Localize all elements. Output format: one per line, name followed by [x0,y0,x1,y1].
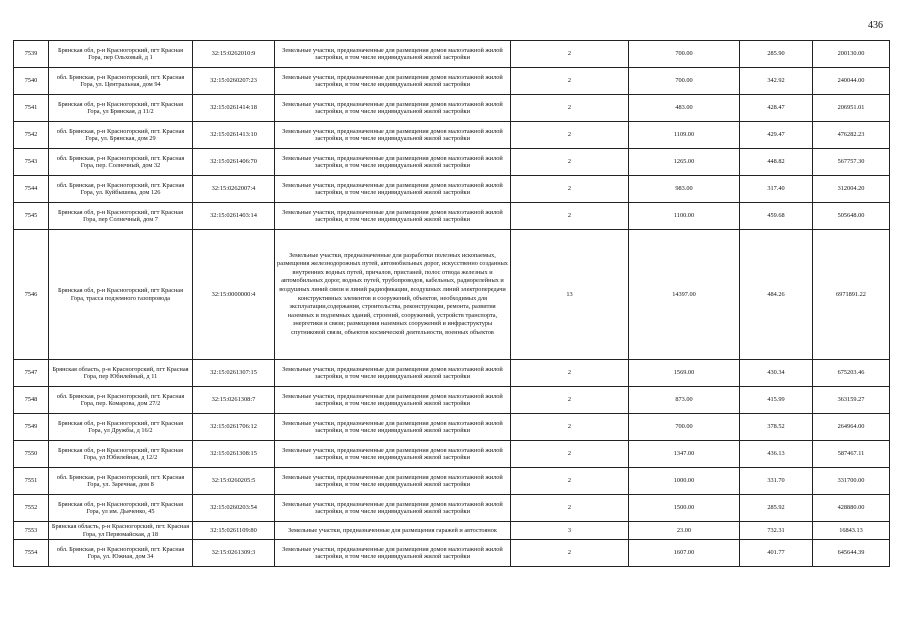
table-row [14,122,890,149]
cadastral-number: 32:15:0261308:7 [193,387,275,414]
area-cell: 1109.00 [629,122,740,149]
record-number: 7541 [14,95,49,122]
land-use-cell: Земельные участки, предназначенные для размещения домов малоэтажной жилой застройки, в том числе индивидуальной жилой застройки [275,495,511,522]
area-cell: 1569.00 [629,360,740,387]
address-cell: Брянская обл, р-н Красногорский, пгт Красная Гора, ул Дружбы, д 16/2 [49,414,193,441]
record-number: 7543 [14,149,49,176]
address-cell: Брянская обл, р-н Красногорский, пгт Красная Гора, пер Ольховый, д 1 [49,41,193,68]
record-number: 7553 [14,522,49,540]
area-cell: 700.00 [629,68,740,95]
rate-cell: 378.52 [740,414,813,441]
address-cell: Брянская обл, р-н Красногорский, пгт Красная Гора, ул Брянская, д 11/2 [49,95,193,122]
rate-cell: 436.13 [740,441,813,468]
rate-cell: 448.82 [740,149,813,176]
area-cell: 873.00 [629,387,740,414]
value-cell: 645644.39 [813,540,890,567]
table-row [14,495,890,522]
table-row [14,41,890,68]
cadastral-number: 32:15:0261309:3 [193,540,275,567]
use-code: 3 [511,522,629,540]
area-cell: 483.00 [629,95,740,122]
rate-cell: 317.40 [740,176,813,203]
cadastral-number: 32:15:0261403:14 [193,203,275,230]
cadastral-number: 32:15:0261706:12 [193,414,275,441]
value-cell: 331700.00 [813,468,890,495]
use-code: 2 [511,203,629,230]
rate-cell: 342.92 [740,68,813,95]
address-cell: Брянская обл, р-н Красногорский, пгт Красная Гора, трасса подземного газопровода [49,230,193,360]
value-cell: 567757.30 [813,149,890,176]
record-number: 7542 [14,122,49,149]
cadastral-number: 32:15:0261307:15 [193,360,275,387]
use-code: 2 [511,95,629,122]
cadastral-number: 32:15:0260205:5 [193,468,275,495]
cadastral-number: 32:15:0261308:15 [193,441,275,468]
table-row [14,95,890,122]
area-cell: 1347.00 [629,441,740,468]
address-cell: обл. Брянская, р-н Красногорский, пгт. Красная Гора, ул. Заречная, дом 8 [49,468,193,495]
address-cell: Брянская область, р-н Красногорский, пгт. Красная Гора, ул Первомайская, д 18 [49,522,193,540]
land-use-cell: Земельные участки, предназначенные для размещения домов малоэтажной жилой застройки, в том числе индивидуальной жилой застройки [275,540,511,567]
land-use-cell: Земельные участки, предназначенные для размещения домов малоэтажной жилой застройки, в том числе индивидуальной жилой застройки [275,203,511,230]
use-code: 2 [511,468,629,495]
address-cell: Брянская обл, р-н Красногорский, пгт Красная Гора, ул им. Дьяченко, 45 [49,495,193,522]
registry-body [14,41,890,567]
value-cell: 428880.00 [813,495,890,522]
land-use-cell: Земельные участки, предназначенные для размещения домов малоэтажной жилой застройки, в том числе индивидуальной жилой застройки [275,414,511,441]
address-cell: обл. Брянская, р-н Красногорский, пгт. Красная Гора, ул. Южная, дом 34 [49,540,193,567]
address-cell: Брянская область, р-н Красногорский, пгт Красная Гора, пер Юбилейный, д 11 [49,360,193,387]
use-code: 2 [511,149,629,176]
address-cell: обл. Брянская, р-н Красногорский, пгт. Красная Гора, ул. Куйбышева, дом 126 [49,176,193,203]
value-cell: 6971891.22 [813,230,890,360]
land-use-cell: Земельные участки, предназначенные для размещения домов малоэтажной жилой застройки, в том числе индивидуальной жилой застройки [275,95,511,122]
area-cell: 983.00 [629,176,740,203]
value-cell: 312004.20 [813,176,890,203]
value-cell: 505648.00 [813,203,890,230]
area-cell: 1265.00 [629,149,740,176]
cadastral-number: 32:15:0261413:10 [193,122,275,149]
use-code: 2 [511,176,629,203]
land-use-cell: Земельные участки, предназначенные для размещения домов малоэтажной жилой застройки, в том числе индивидуальной жилой застройки [275,122,511,149]
record-number: 7549 [14,414,49,441]
record-number: 7550 [14,441,49,468]
record-number: 7540 [14,68,49,95]
address-cell: обл. Брянская, р-н Красногорский, пгт. Красная Гора, ул. Центральная, дом 94 [49,68,193,95]
use-code: 2 [511,540,629,567]
record-number: 7547 [14,360,49,387]
table-row [14,230,890,360]
rate-cell: 732.31 [740,522,813,540]
table-row [14,441,890,468]
cadastral-number: 32:15:0262010:9 [193,41,275,68]
value-cell: 264964.00 [813,414,890,441]
value-cell: 675203.46 [813,360,890,387]
value-cell: 476282.23 [813,122,890,149]
table-row [14,176,890,203]
land-use-cell: Земельные участки, предназначенные для размещения домов малоэтажной жилой застройки, в том числе индивидуальной жилой застройки [275,387,511,414]
value-cell: 240044.00 [813,68,890,95]
land-use-cell: Земельные участки, предназначенные для размещения домов малоэтажной жилой застройки, в том числе индивидуальной жилой застройки [275,149,511,176]
rate-cell: 331.70 [740,468,813,495]
rate-cell: 285.92 [740,495,813,522]
use-code: 2 [511,495,629,522]
use-code: 2 [511,387,629,414]
table-row [14,360,890,387]
record-number: 7548 [14,387,49,414]
address-cell: Брянская обл, р-н Красногорский, пгт Красная Гора, ул Юбилейная, д 12/2 [49,441,193,468]
value-cell: 206951.01 [813,95,890,122]
record-number: 7551 [14,468,49,495]
address-cell: обл. Брянская, р-н Красногорский, пгт. Красная Гора, ул. Брянская, дом 29 [49,122,193,149]
cadastral-number: 32:15:0261414:18 [193,95,275,122]
table-row [14,468,890,495]
rate-cell: 430.34 [740,360,813,387]
area-cell: 1500.00 [629,495,740,522]
area-cell: 700.00 [629,414,740,441]
cadastral-number: 32:15:0262007:4 [193,176,275,203]
use-code: 2 [511,68,629,95]
use-code: 2 [511,41,629,68]
area-cell: 700.00 [629,41,740,68]
value-cell: 363159.27 [813,387,890,414]
value-cell: 200130.00 [813,41,890,68]
cadastral-number: 32:15:0000000:4 [193,230,275,360]
use-code: 2 [511,360,629,387]
land-use-cell: Земельные участки, предназначенные для разработки полезных ископаемых, размещения железнодорожных путей, автомобильных дорог, искусственно созданных внутренних водных путей, причалов, пристаней, полос отвода железных и автомобильных дорог, водных путей, трубопроводов, кабельных, радиорелейных и воздушных линий связи и линий радиофикации, воздушных линий электропередачи конструктивных элементов и сооружений, объектов, необходимых для эксплуатации,содержания, строительства, реконструкции, ремонта, развития наземных и подземных зданий, строений, сооружений, устройств транспорта, энергетики и связи; размещения наземных сооружений и инфраструктуры спутниковой связи, объектов космической деятельности, военных объектов [275,230,511,360]
use-code: 2 [511,441,629,468]
rate-cell: 428.47 [740,95,813,122]
record-number: 7539 [14,41,49,68]
area-cell: 1100.00 [629,203,740,230]
area-cell: 1000.00 [629,468,740,495]
table-row [14,522,890,540]
land-use-cell: Земельные участки, предназначенные для размещения домов малоэтажной жилой застройки, в том числе индивидуальной жилой застройки [275,360,511,387]
table-row [14,387,890,414]
cadastral-number: 32:15:0261109:80 [193,522,275,540]
address-cell: Брянская обл, р-н Красногорский, пгт Красная Гора, пер Солнечный, дом 7 [49,203,193,230]
table-row [14,540,890,567]
area-cell: 23.00 [629,522,740,540]
table-row [14,414,890,441]
area-cell: 1607.00 [629,540,740,567]
cadastral-number: 32:15:0260207:23 [193,68,275,95]
record-number: 7545 [14,203,49,230]
table-row [14,149,890,176]
land-use-cell: Земельные участки, предназначенные для размещения домов малоэтажной жилой застройки, в том числе индивидуальной жилой застройки [275,441,511,468]
area-cell: 14397.00 [629,230,740,360]
record-number: 7544 [14,176,49,203]
land-use-cell: Земельные участки, предназначенные для размещения домов малоэтажной жилой застройки, в том числе индивидуальной жилой застройки [275,41,511,68]
use-code: 2 [511,122,629,149]
cadastral-number: 32:15:0260203:54 [193,495,275,522]
use-code: 13 [511,230,629,360]
value-cell: 587467.11 [813,441,890,468]
table-row [14,68,890,95]
land-use-cell: Земельные участки, предназначенные для размещения домов малоэтажной жилой застройки, в том числе индивидуальной жилой застройки [275,468,511,495]
record-number: 7552 [14,495,49,522]
record-number: 7546 [14,230,49,360]
rate-cell: 401.77 [740,540,813,567]
cadastral-number: 32:15:0261406:70 [193,149,275,176]
land-use-cell: Земельные участки, предназначенные для размещения гаражей и автостоянок [275,522,511,540]
land-use-cell: Земельные участки, предназначенные для размещения домов малоэтажной жилой застройки, в том числе индивидуальной жилой застройки [275,176,511,203]
page-number: 436 [868,20,883,31]
value-cell: 16843.13 [813,522,890,540]
address-cell: обл. Брянская, р-н Красногорский, пгт. Красная Гора, пер. Солнечный, дом 32 [49,149,193,176]
rate-cell: 415.99 [740,387,813,414]
table-row [14,203,890,230]
rate-cell: 459.68 [740,203,813,230]
address-cell: обл. Брянская, р-н Красногорский, пгт. Красная Гора, пер. Комарова, дом 27/2 [49,387,193,414]
rate-cell: 285.90 [740,41,813,68]
land-use-cell: Земельные участки, предназначенные для размещения домов малоэтажной жилой застройки, в том числе индивидуальной жилой застройки [275,68,511,95]
rate-cell: 484.26 [740,230,813,360]
record-number: 7554 [14,540,49,567]
use-code: 2 [511,414,629,441]
rate-cell: 429.47 [740,122,813,149]
registry-table [13,40,890,567]
